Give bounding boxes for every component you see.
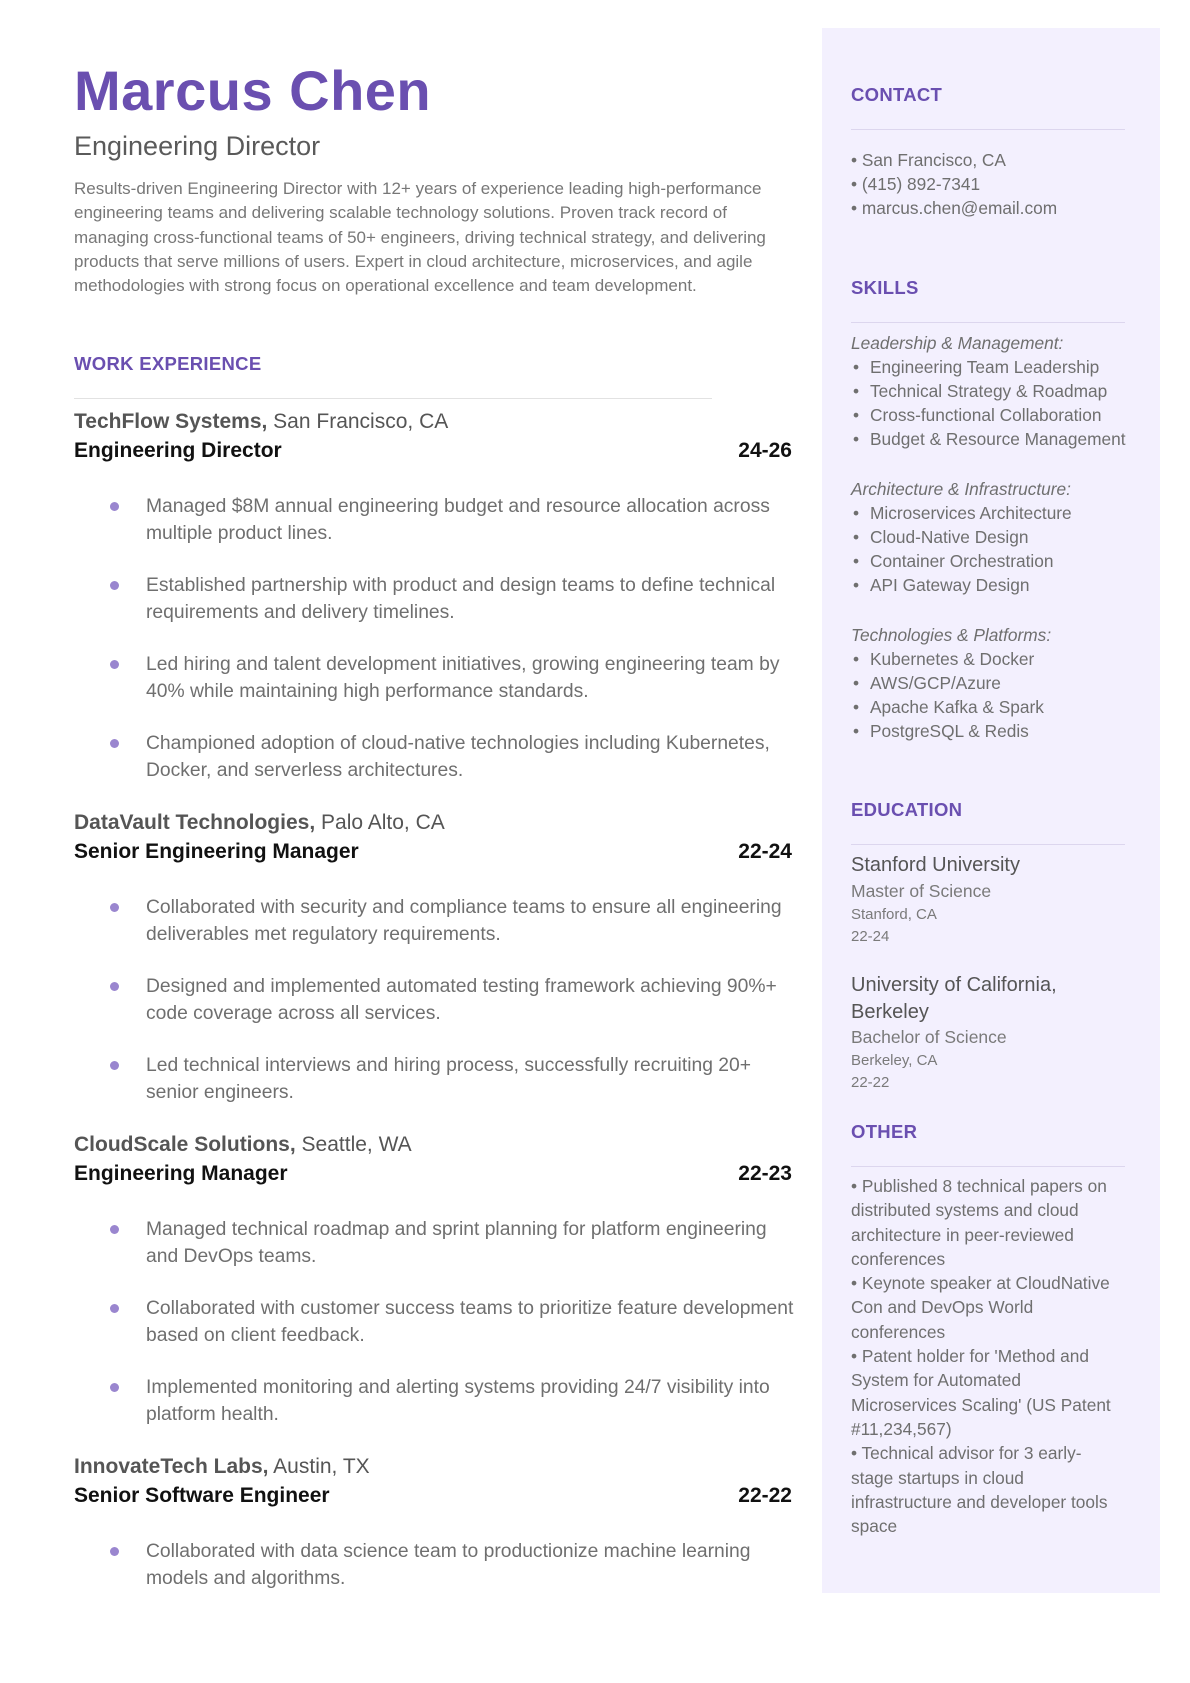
job-bullet: Championed adoption of cloud-native technologies including Kubernetes, Docker, and serverless architectures. <box>146 733 770 781</box>
bullet-dot <box>110 1225 119 1234</box>
skill-item: • Container Orchestration <box>853 551 1054 571</box>
education-degree: Master of Science <box>851 881 992 901</box>
education-divider <box>851 844 1125 845</box>
contact-heading: CONTACT <box>851 84 943 105</box>
bullet-dot <box>110 502 119 511</box>
bullet-dot <box>110 1383 119 1392</box>
candidate-name: Marcus Chen <box>74 59 432 122</box>
skills-divider <box>851 322 1125 323</box>
education-location: Stanford, CA <box>851 906 937 923</box>
contact-bullet: • <box>851 150 858 170</box>
job-bullet: Managed $8M annual engineering budget and resource allocation across multiple product lines. <box>146 496 770 544</box>
job-bullet: Managed technical roadmap and sprint planning for platform engineering and DevOps teams. <box>146 1219 767 1267</box>
candidate-title: Engineering Director <box>74 131 321 161</box>
job-company-line <box>74 408 448 436</box>
skill-category: Technologies & Platforms: <box>851 625 1052 645</box>
summary: Results-driven Engineering Director with 12+ years of experience leading high-performance engineering teams and delivering scalable technology solutions. Proven track record of managing cross-functional teams of 50+ engineers, driving technical strategy, and delivering products that serve millions of users. Expert in cloud architecture, microservices, and agile methodologies with strong focus on operational excellence and team development. <box>74 179 766 296</box>
bullet-dot <box>110 1061 119 1070</box>
job-company-line <box>74 1453 370 1481</box>
skill-item: • Apache Kafka & Spark <box>853 697 1044 717</box>
job-location: San Francisco, CA <box>267 410 449 433</box>
bullet-dot <box>110 581 119 590</box>
education-location: Berkeley, CA <box>851 1052 938 1069</box>
contact-bullet: • <box>851 198 858 218</box>
contact-email: • marcus.chen@email.com <box>851 198 1058 218</box>
job-company: InnovateTech Labs, <box>74 1455 269 1478</box>
job-location: Austin, TX <box>268 1455 370 1478</box>
other-divider <box>851 1166 1125 1167</box>
bullet-dot <box>110 982 119 991</box>
skill-category: Leadership & Management: <box>851 333 1064 353</box>
other-heading: OTHER <box>851 1121 918 1142</box>
education-degree: Bachelor of Science <box>851 1027 1007 1047</box>
education-heading: EDUCATION <box>851 799 963 820</box>
job-company: DataVault Technologies, <box>74 811 316 834</box>
skill-item: • Kubernetes & Docker <box>853 649 1035 669</box>
skill-item: • Budget & Resource Management <box>853 429 1126 449</box>
bullet-dot <box>110 1547 119 1556</box>
work-experience-heading: WORK EXPERIENCE <box>74 353 262 374</box>
contact-location: • San Francisco, CA <box>851 150 1006 170</box>
job-company-line <box>74 809 445 837</box>
other-item: • Patent holder for 'Method and System for Automated Microservices Scaling' (US Patent #11,234,567) <box>851 1346 1111 1439</box>
skill-item: • AWS/GCP/Azure <box>853 673 1001 693</box>
bullet-dot <box>110 660 119 669</box>
education-school: Stanford University <box>851 854 1020 876</box>
job-company: TechFlow Systems, <box>74 410 268 433</box>
job-dates: 22-23 <box>738 1162 792 1185</box>
other-item: • Technical advisor for 3 early-stage startups in cloud infrastructure and developer tools space <box>851 1443 1108 1537</box>
job-dates: 22-22 <box>738 1484 792 1507</box>
contact-divider <box>851 129 1125 130</box>
contact-phone: • (415) 892-7341 <box>851 174 981 194</box>
job-role: Senior Software Engineer <box>74 1484 330 1507</box>
job-role: Senior Engineering Manager <box>74 840 359 863</box>
job-company-line <box>74 1131 412 1159</box>
job-bullet: Led hiring and talent development initiatives, growing engineering team by 40% while maintaining high performance standards. <box>146 654 780 702</box>
other-item: • Published 8 technical papers on distributed systems and cloud architecture in peer-reviewed conferences <box>851 1176 1107 1269</box>
job-dates: 22-24 <box>738 840 792 863</box>
skill-item: • Engineering Team Leadership <box>853 357 1100 377</box>
job-bullet: Designed and implemented automated testing framework achieving 90%+ code coverage across all services. <box>146 976 777 1024</box>
skill-item: • API Gateway Design <box>853 575 1030 595</box>
bullet-dot <box>110 903 119 912</box>
job-bullet: Implemented monitoring and alerting systems providing 24/7 visibility into platform health. <box>146 1377 770 1425</box>
job-bullet: Established partnership with product and design teams to define technical requirements and delivery timelines. <box>146 575 776 623</box>
contact-bullet: • <box>851 174 858 194</box>
skills-heading: SKILLS <box>851 277 919 298</box>
job-bullet: Collaborated with customer success teams to prioritize feature development based on client feedback. <box>146 1298 794 1346</box>
job-company: CloudScale Solutions, <box>74 1133 296 1156</box>
bullet-dot <box>110 1304 119 1313</box>
job-bullet: Led technical interviews and hiring process, successfully recruiting 20+ senior engineers. <box>146 1055 751 1103</box>
bullet-dot <box>110 739 119 748</box>
skill-item: • Technical Strategy & Roadmap <box>853 381 1108 401</box>
education-dates: 22-22 <box>851 1074 890 1091</box>
education-school: University of California, Berkeley <box>851 974 1057 1023</box>
skill-category: Architecture & Infrastructure: <box>851 479 1071 499</box>
skill-item: • PostgreSQL & Redis <box>853 721 1029 741</box>
job-bullet: Collaborated with security and compliance teams to ensure all engineering deliverables met regulatory requirements. <box>146 897 782 945</box>
work-experience-divider <box>74 398 712 399</box>
skill-item: • Cross-functional Collaboration <box>853 405 1102 425</box>
job-role: Engineering Manager <box>74 1162 288 1185</box>
job-location: Palo Alto, CA <box>315 811 445 834</box>
job-location: Seattle, WA <box>295 1133 412 1156</box>
job-bullet: Collaborated with data science team to productionize machine learning models and algorithms. <box>146 1541 751 1589</box>
other-list <box>851 1174 1121 1538</box>
other-item: • Keynote speaker at CloudNative Con and DevOps World conferences <box>851 1273 1110 1342</box>
skill-item: • Cloud-Native Design <box>853 527 1029 547</box>
education-dates: 22-24 <box>851 928 890 945</box>
skill-item: • Microservices Architecture <box>853 503 1072 523</box>
job-dates: 24-26 <box>738 439 792 462</box>
job-role: Engineering Director <box>74 439 282 462</box>
